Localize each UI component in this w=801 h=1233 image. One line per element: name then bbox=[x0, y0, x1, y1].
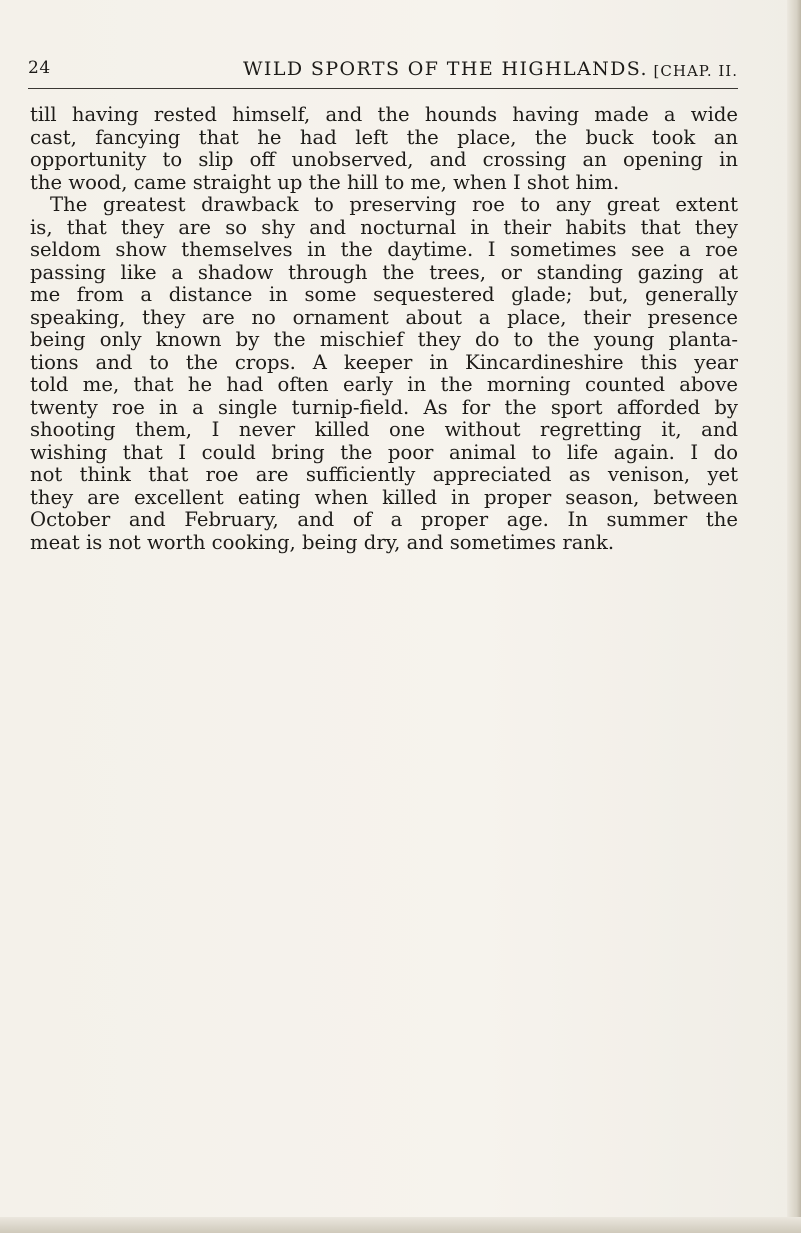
page-header bbox=[28, 58, 738, 92]
body-text bbox=[30, 104, 738, 554]
running-head: WILD SPORTS OF THE HIGHLANDS. bbox=[243, 58, 648, 80]
text-line: till having rested himself, and the hounds having made a wide bbox=[30, 103, 738, 126]
text-line: the wood, came straight up the hill to me, when I shot him. bbox=[30, 170, 620, 194]
text-line: not think that roe are sufficiently appreciated as venison, yet bbox=[30, 463, 738, 486]
text-line: is, that they are so shy and nocturnal in their habits that they bbox=[30, 215, 738, 239]
text-line: wishing that I could bring the poor animal to life again. I do bbox=[30, 440, 738, 464]
text-line: me from a distance in some sequestered glade; but, generally bbox=[30, 283, 738, 306]
text-line: October and February, and of a proper age. In summer the bbox=[30, 508, 738, 531]
text-line: The greatest drawback to preserving roe to any great extent bbox=[50, 193, 738, 216]
text-line: tions and to the crops. A keeper in Kincardineshire this year bbox=[30, 350, 738, 374]
text-line: shooting them, I never killed one without regretting it, and bbox=[30, 418, 738, 441]
page-number: 24 bbox=[28, 58, 51, 78]
text-line: cast, fancying that he had left the place, the buck took an bbox=[30, 125, 738, 149]
text-line: twenty roe in a single turnip-field. As for the sport afforded by bbox=[30, 395, 738, 419]
chapter-reference: [CHAP. II. bbox=[653, 62, 738, 80]
text-line: told me, that he had often early in the morning counted above bbox=[30, 373, 738, 396]
text-line: being only known by the mischief they do to the young planta- bbox=[30, 328, 738, 351]
text-line: they are excellent eating when killed in proper season, between bbox=[30, 485, 738, 509]
text-line: seldom show themselves in the daytime. I sometimes see a roe bbox=[30, 238, 738, 261]
page-edge-shadow bbox=[787, 0, 801, 1233]
text-line: passing like a shadow through the trees, or standing gazing at bbox=[30, 260, 738, 284]
text-line: speaking, they are no ornament about a place, their presence bbox=[30, 305, 738, 329]
page-bottom-edge bbox=[0, 1217, 801, 1233]
header-rule bbox=[28, 88, 738, 89]
text-line: meat is not worth cooking, being dry, and sometimes rank. bbox=[30, 530, 615, 554]
text-line: opportunity to slip off unobserved, and crossing an opening in bbox=[30, 148, 738, 171]
